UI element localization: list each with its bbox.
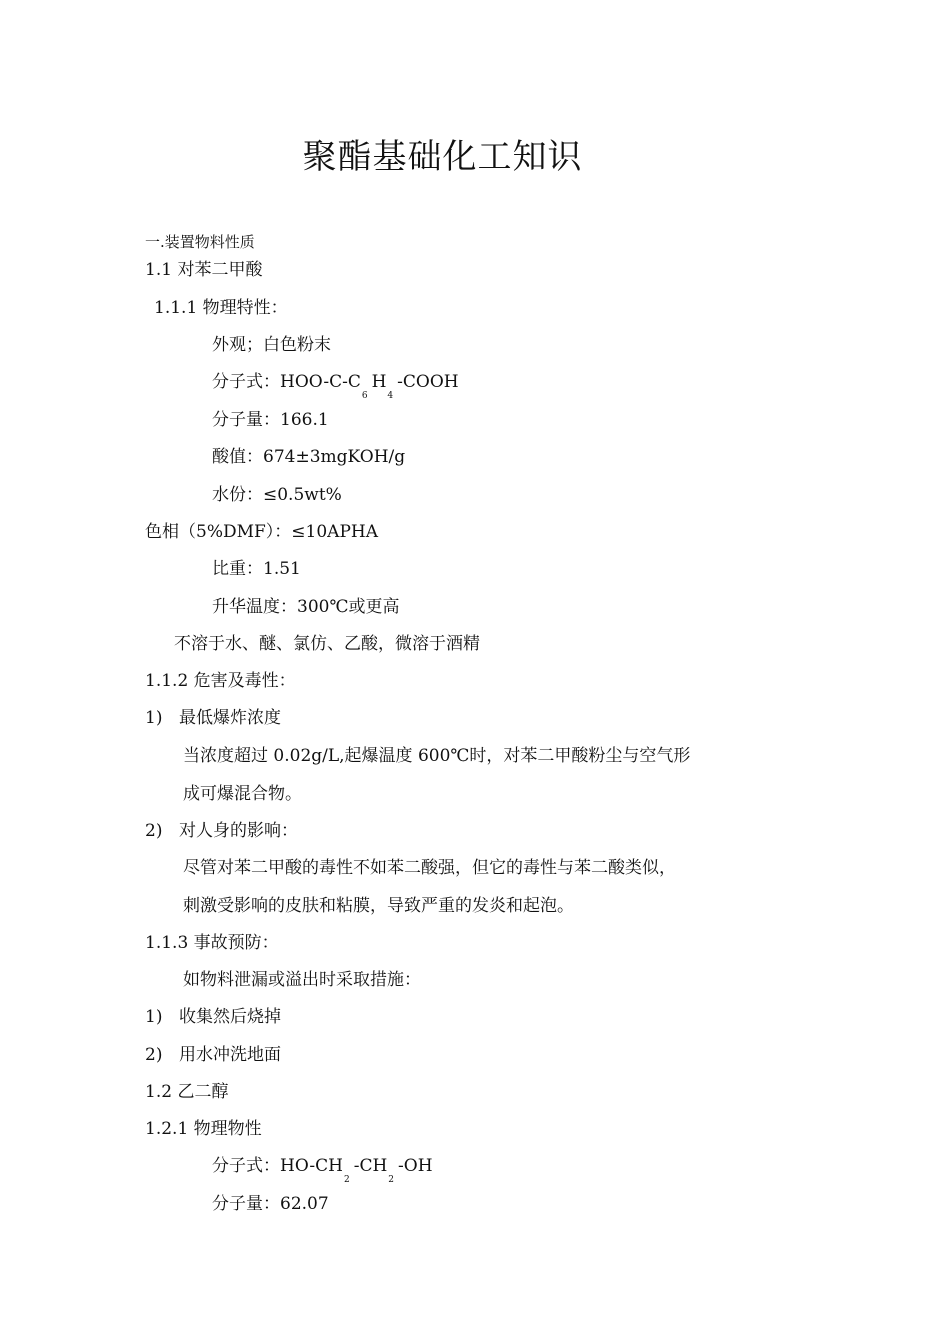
property-line: 分子量：166.1: [212, 410, 329, 430]
list-number: 2): [145, 821, 163, 841]
property-line: 分子量：62.07: [212, 1194, 329, 1214]
list-item-title: 最低爆炸浓度: [179, 708, 281, 728]
property-line: 外观；白色粉末: [212, 335, 331, 355]
subsection-heading: 1.1.1 物理特性：: [154, 298, 288, 318]
property-line: 酸值：674±3mgKOH/g: [212, 447, 406, 467]
paragraph-line: 刺激受影响的皮肤和粘膜，导致严重的发炎和起泡。: [183, 896, 574, 916]
formula-text: -COOH: [397, 372, 459, 392]
formula-text: -OH: [398, 1156, 433, 1176]
formula-text: -CH: [353, 1156, 388, 1176]
formula-subscript: 6: [361, 391, 372, 401]
property-line: 色相（5%DMF）：≤10APHA: [145, 522, 378, 542]
subsection-heading: 1.2.1 物理物性: [145, 1119, 262, 1139]
property-line: 水份：≤0.5wt%: [212, 485, 342, 505]
paragraph-line: 当浓度超过 0.02g/L,起爆温度 600℃时，对苯二甲酸粉尘与空气形: [183, 746, 691, 766]
property-line: 升华温度：300℃或更高: [212, 597, 400, 617]
subsection-heading: 1.2 乙二醇: [145, 1082, 229, 1102]
formula-subscript: 4: [387, 391, 398, 401]
section-heading: 一.装置物料性质: [145, 233, 255, 251]
list-item-title: 对人身的影响：: [179, 821, 298, 841]
formula-subscript: 2: [388, 1175, 399, 1185]
formula-text: H: [371, 372, 387, 392]
list-item-text: 收集然后烧掉: [179, 1007, 281, 1027]
formula-line: [212, 370, 459, 401]
list-number: 1): [145, 1007, 163, 1027]
formula-text: 分子式：HO-CH: [212, 1156, 343, 1176]
formula-subscript: 2: [343, 1175, 354, 1185]
document-title: 聚酯基础化工知识: [302, 137, 583, 177]
list-number: 1): [145, 708, 163, 728]
list-number: 2): [145, 1045, 163, 1065]
paragraph-line: 如物料泄漏或溢出时采取措施：: [183, 970, 421, 990]
subsection-heading: 1.1 对苯二甲酸: [145, 260, 263, 280]
paragraph-line: 尽管对苯二甲酸的毒性不如苯二酸强，但它的毒性与苯二酸类似，: [183, 858, 676, 878]
formula-line: [212, 1154, 433, 1185]
property-line: 不溶于水、醚、氯仿、乙酸，微溶于酒精: [174, 634, 480, 654]
list-item-text: 用水冲洗地面: [179, 1045, 281, 1065]
formula-text: 分子式：HOO-C-C: [212, 372, 361, 392]
paragraph-line: 成可爆混合物。: [183, 784, 302, 804]
property-line: 比重：1.51: [212, 559, 301, 579]
subsection-heading: 1.1.3 事故预防：: [145, 933, 279, 953]
subsection-heading: 1.1.2 危害及毒性：: [145, 671, 296, 691]
